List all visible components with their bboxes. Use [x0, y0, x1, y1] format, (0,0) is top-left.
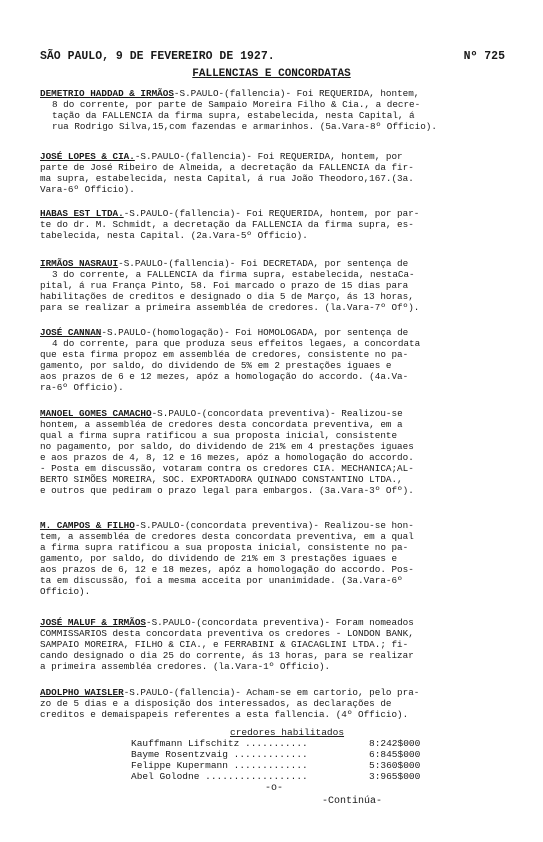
entry-line: Vara-6º Officio). — [40, 184, 135, 195]
entry-line: COMMISSARIOS desta concordata preventiva os credores - LONDON BANK, — [40, 628, 414, 639]
creditor-name: Felippe Kupermann ............. — [131, 760, 308, 771]
entry-line: no pagamento, por saldo, do dividendo de 21% em 4 prestações iguaes — [40, 441, 414, 452]
entry-firm-name: MANOEL GOMES CAMACHO — [40, 408, 152, 419]
creditor-amount: 3:965$000 — [369, 771, 421, 782]
entry-line: 4 do corrente, para que produza seus effeitos legaes, a concordata — [52, 338, 421, 349]
creditor-row — [131, 771, 431, 783]
entry-line: Officio). — [40, 586, 91, 597]
entry-line: aos prazos de 6 e 12 mezes, apóz a homologação do accordo. (4a.Va- — [40, 371, 409, 382]
creditor-amount: 8:242$000 — [369, 738, 421, 749]
entry-line: aos prazos de 6, 12 e 18 mezes, apóz a homologação do accordo. Pos- — [40, 564, 414, 575]
entry-adolpho-waisler — [40, 687, 510, 720]
entry-line: rua Rodrigo Silva,15,com fazendas e armarinhos. (5a.Vara-8º Officio). — [52, 121, 437, 132]
entry-line: -S.PAULO-(fallencia)- Foi REQUERIDA, hontem, por par- — [123, 208, 420, 219]
entry-line: qual a firma supra ratificou a sua proposta inicial, consistente — [40, 430, 398, 441]
entry-line: creditos e demaispapeis referentes a esta fallencia. (4º Officio). — [40, 709, 409, 720]
section-title: FALLENCIAS E CONCORDATAS — [192, 68, 351, 80]
entry-demetrio-haddad — [40, 88, 510, 132]
entry-line: cando designado o dia 25 do corrente, ás 13 horas, para se realizar — [40, 650, 414, 661]
entry-line: -S.PAULO-(concordata preventiva)- Foram nomeados — [146, 617, 414, 628]
document-header — [40, 50, 505, 64]
entry-line: que esta firma propoz em assembléa de credores, consistente no pa- — [40, 349, 409, 360]
creditor-name: Abel Golodne .................. — [131, 771, 308, 782]
entry-irmaos-nasraui — [40, 258, 510, 313]
entry-line: para se realizar a primeira assembléa de credores. (la.Vara-7º Ofº). — [40, 302, 420, 313]
entry-jose-cannan — [40, 327, 510, 393]
entry-line: e aos prazos de 4, 8, 12 e 16 mezes, apóz a homologação do accordo. — [40, 452, 414, 463]
entry-line: ta em discussão, foi a mesma acceita por unanimidade. (3a.Vara-6º — [40, 575, 403, 586]
entry-firm-name: IRMÃOS NASRAUI — [40, 258, 119, 269]
entry-line: a firma supra ratificou a sua proposta inicial, consistente no pa- — [40, 542, 409, 553]
entry-line: 3 do corrente, a FALLENCIA da firma supra, estabelecida, nestaCa- — [52, 269, 415, 280]
entry-line: gamento, por saldo, do dividendo de 21% em 3 prestações iguaes e — [40, 553, 398, 564]
entry-line: tação da FALLENCIA da firma supra, estabelecida, nesta Capital, á — [52, 110, 415, 121]
entry-line: -S.PAULO-(concordata preventiva)- Realizou-se — [151, 408, 403, 419]
entry-line: pital, á rua França Pinto, 58. Foi marcado o prazo de 15 dias para — [40, 280, 409, 291]
entry-firm-name: JOSÉ MALUF & IRMÃOS — [40, 617, 147, 628]
entry-line: -S.PAULO-(fallencia)- Acham-se em cartorio, pelo pra- — [123, 687, 420, 698]
entry-line: tabelecida, nesta Capital. (2a.Vara-5º Officio). — [40, 230, 308, 241]
entry-habas-est — [40, 208, 510, 241]
entry-manoel-gomes-camacho — [40, 408, 510, 496]
creditor-amount: 6:845$000 — [369, 749, 421, 760]
entry-firm-name: M. CAMPOS & FILHO — [40, 520, 135, 531]
entry-line: -S.PAULO-(fallencia)- Foi DECRETADA, por sentença de — [118, 258, 409, 269]
entry-m-campos-filho — [40, 520, 510, 597]
entry-line: habilitações de creditos e designado o dia 5 de Março, ás 13 horas, — [40, 291, 414, 302]
entry-firm-name: HABAS EST LTDA. — [40, 208, 124, 219]
entry-line: -S.PAULO-(concordata preventiva)- Realizou-se hon- — [134, 520, 414, 531]
entry-firm-name: DEMETRIO HADDAD & IRMÃOS — [40, 88, 174, 99]
entry-line: zo de 5 dias e a disposição dos interessados, as declarações de — [40, 698, 392, 709]
entry-line: te do dr. M. Schmidt, a decretação da FALLENCIA da firma supra, es- — [40, 219, 414, 230]
entry-line: parte de José Ribeiro de Almeida, a decretação da FALLENCIA da fir- — [40, 162, 414, 173]
entry-line: a primeira assembléa credores. (la.Vara-1º Officio). — [40, 661, 331, 672]
creditor-amount: 5:360$000 — [369, 760, 421, 771]
creditor-name: Bayme Rosentzvaig ............. — [131, 749, 308, 760]
entry-firm-name: ADOLPHO WAISLER — [40, 687, 124, 698]
creditors-title: credores habilitados — [230, 727, 345, 738]
entry-line: ma supra, estabelecida, nesta Capital, á rua João Theodoro,167.(3a. — [40, 173, 414, 184]
entry-line: -S.PAULO-(fallencia)- Foi REQUERIDA, hontem, — [173, 88, 420, 99]
entry-line: - Posta em discussão, votaram contra os credores CIA. MECHANICA;AL- — [40, 463, 414, 474]
entry-line: tem, a assembléa de credores desta concordata preventiva, em a qual — [40, 531, 414, 542]
entry-line: -S.PAULO-(homologação)- Foi HOMOLOGADA, por sentença de — [101, 327, 409, 338]
entry-line: BERTO SIMÕES MOREIRA, SOC. EXPORTADORA QUINADO CONSTANTINO LTDA., — [40, 474, 403, 485]
bulletin-number: Nº 725 — [463, 50, 505, 63]
separator: -o- — [265, 783, 284, 794]
entry-firm-name: JOSÉ CANNAN — [40, 327, 102, 338]
entry-line: -S.PAULO-(fallencia)- Foi REQUERIDA, hontem, por — [134, 151, 403, 162]
entry-firm-name: JOSÉ LOPES & CIA. — [40, 151, 135, 162]
continues-note: -Continúa- — [322, 796, 383, 807]
entry-line: e outros que pediram o prazo legal para embargos. (3a.Vara-3º Ofº). — [40, 485, 414, 496]
entry-line: hontem, a assembléa de credores desta concordata preventiva, em a — [40, 419, 403, 430]
entry-line: SAMPAIO MOREIRA, FILHO & CIA., e FERRABINI & GIACAGLINI LTDA.; fi- — [40, 639, 409, 650]
entry-jose-lopes — [40, 151, 510, 195]
entry-line: ra-6º Officio). — [40, 382, 124, 393]
entry-line: gamento, por saldo, do dividendo de 5% em 2 prestações iguaes e — [40, 360, 392, 371]
entry-jose-maluf — [40, 617, 510, 672]
creditor-name: Kauffmann Lifschitz ........... — [131, 738, 308, 749]
dateline: SÃO PAULO, 9 DE FEVEREIRO DE 1927. — [40, 50, 275, 63]
entry-line: 8 do corrente, por parte de Sampaio Moreira Filho & Cia., a decre- — [52, 99, 421, 110]
